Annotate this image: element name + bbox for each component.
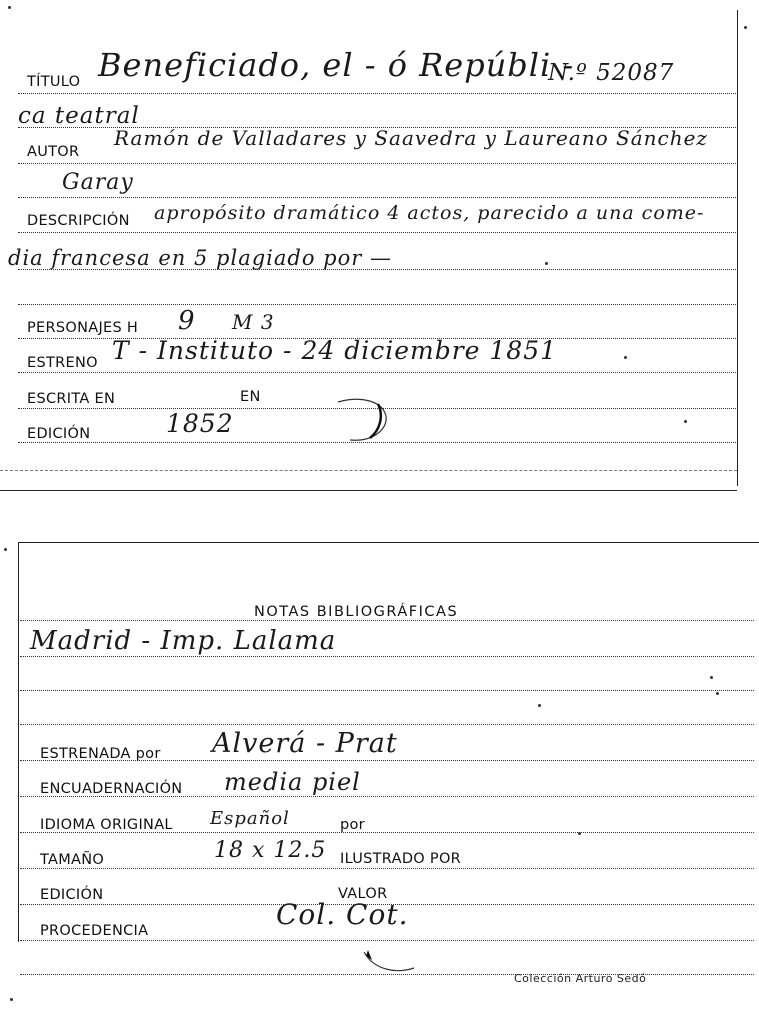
autor-value-2: Garay <box>62 170 134 195</box>
rule-notas-2 <box>20 656 754 657</box>
ink-speck <box>716 692 719 695</box>
idioma-value: Español <box>210 808 290 829</box>
personajes-label: PERSONAJES H <box>27 320 139 336</box>
rule-notas <box>20 620 754 621</box>
procedencia-value: Col. Cot. <box>276 898 409 931</box>
edicion-value: 1852 <box>166 409 234 438</box>
rule-autor <box>18 163 736 164</box>
idioma-label: IDIOMA ORIGINAL <box>40 817 173 833</box>
rule-procedencia <box>20 940 754 941</box>
rule-titulo <box>18 93 736 94</box>
rule-bottom-dash <box>0 470 737 471</box>
estreno-label: ESTRENO <box>27 355 98 371</box>
rule-tamano <box>20 868 754 869</box>
rule-descripcion-3 <box>18 304 736 305</box>
card-right-edge <box>737 10 738 486</box>
titulo-value: Beneficiado, el - ó Repúbli - <box>98 46 575 84</box>
ink-speck <box>545 262 548 265</box>
notas-heading: NOTAS BIBLIOGRÁFICAS <box>254 604 459 620</box>
ink-speck <box>10 998 13 1001</box>
en-label: EN <box>240 389 261 405</box>
ink-speck <box>8 6 11 9</box>
ink-speck <box>578 832 581 835</box>
encuadernacion-value: media piel <box>224 768 361 796</box>
personajes-m-value: M 3 <box>232 310 275 334</box>
rule-notas-4 <box>20 724 754 725</box>
ink-speck <box>4 548 7 551</box>
punch-hole-mark <box>360 946 420 982</box>
edicion-label: EDICIÓN <box>27 426 91 442</box>
ink-speck <box>624 356 627 359</box>
estrenada-label: ESTRENADA por <box>40 746 161 762</box>
card-left-edge <box>18 542 19 942</box>
titulo-label: TÍTULO <box>27 74 81 90</box>
ilustrado-label: ILUSTRADO POR <box>340 851 462 867</box>
edicion-label: EDICIÓN <box>40 887 104 903</box>
estrenada-value: Alverá - Prat <box>212 728 398 759</box>
descripcion-value: apropósito dramático 4 actos, parecido a una come- <box>154 202 705 224</box>
rule-notas-3 <box>20 690 754 691</box>
rule-estreno <box>18 372 736 373</box>
por-label: por <box>340 817 365 833</box>
ink-speck <box>538 704 541 707</box>
tamano-value: 18 x 12.5 <box>214 838 327 863</box>
ink-speck <box>684 420 687 423</box>
card-bottom-edge <box>0 490 737 491</box>
tamano-label: TAMAÑO <box>40 852 105 868</box>
escrita-label: ESCRITA EN <box>27 391 116 407</box>
encuadernacion-label: ENCUADERNACIÓN <box>40 781 183 797</box>
autor-label: AUTOR <box>27 144 80 160</box>
descripcion-value-2: dia francesa en 5 plagiado por — <box>8 246 392 270</box>
estreno-value: T - Instituto - 24 diciembre 1851 <box>112 336 558 365</box>
procedencia-label: PROCEDENCIA <box>40 923 149 939</box>
catalog-number: N.º 52087 <box>548 60 675 86</box>
collection-stamp: Colección Arturo Sedó <box>514 972 647 985</box>
ink-speck <box>744 26 747 29</box>
punch-hole-mark <box>330 394 400 450</box>
descripcion-label: DESCRIPCIÓN <box>27 213 130 229</box>
rule-descripcion <box>18 232 736 233</box>
ink-speck <box>710 676 713 679</box>
catalog-card-front <box>0 0 759 500</box>
valor-label: VALOR <box>338 886 388 902</box>
titulo-value-2: ca teatral <box>18 103 140 129</box>
notas-value: Madrid - Imp. Lalama <box>30 626 337 656</box>
card-top-edge <box>18 542 759 543</box>
autor-value: Ramón de Valladares y Saavedra y Laureano Sánchez <box>114 126 708 150</box>
catalog-card-back <box>0 538 759 1028</box>
rule-autor-2 <box>18 197 736 198</box>
personajes-h-value: 9 <box>178 306 196 336</box>
